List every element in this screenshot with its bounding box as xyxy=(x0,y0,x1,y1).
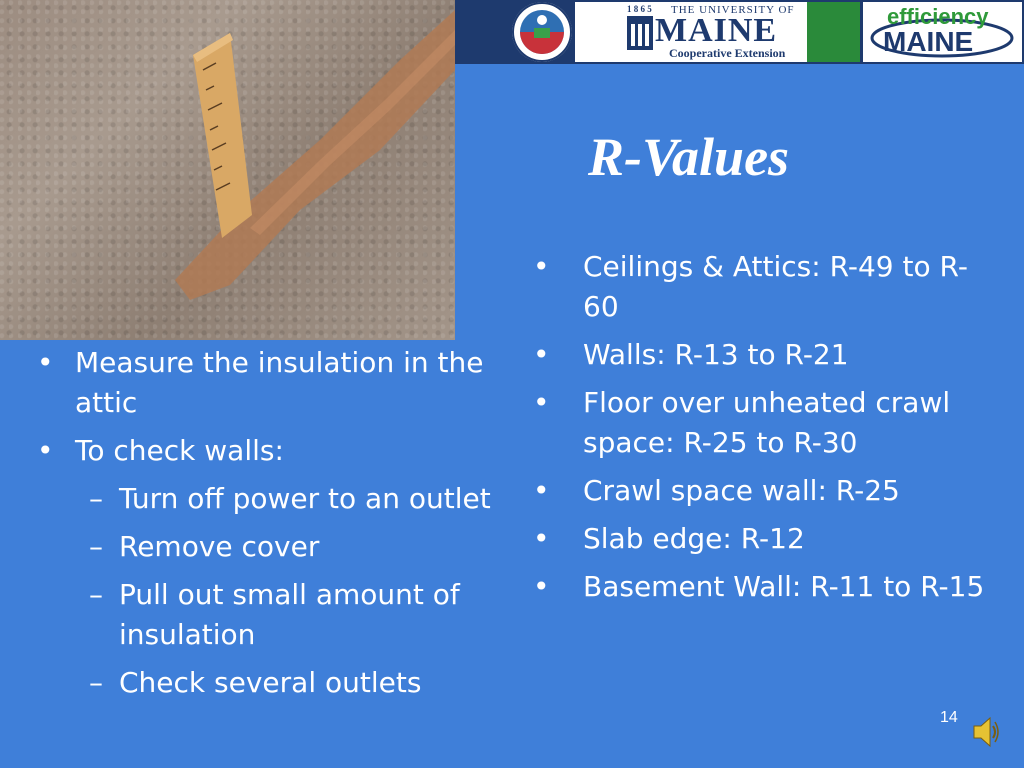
bullet-text: To check walls: xyxy=(75,434,284,467)
left-bullet-list xyxy=(37,343,507,711)
umaine-sub-text: Cooperative Extension xyxy=(669,46,786,60)
list-item xyxy=(533,247,1003,327)
bullet-text: Pull out small amount of insulation xyxy=(119,578,460,651)
list-item xyxy=(533,383,1003,463)
bullet-marker: – xyxy=(89,482,103,515)
speaker-icon[interactable] xyxy=(972,714,1000,754)
university-of-maine-logo xyxy=(575,2,860,62)
recovery-seal-logo xyxy=(512,2,572,62)
bullet-text: Remove cover xyxy=(119,530,320,563)
bullet-text: Measure the insulation in the attic xyxy=(75,346,484,419)
bullet-marker: • xyxy=(533,250,550,283)
bullet-marker: – xyxy=(89,666,103,699)
list-item xyxy=(37,479,507,519)
page-number: 14 xyxy=(940,709,958,726)
list-item xyxy=(533,567,1003,607)
ruler-illustration xyxy=(0,0,455,340)
list-item xyxy=(37,575,507,655)
efficiency-maine-text: MAINE xyxy=(883,26,974,57)
list-item xyxy=(37,527,507,567)
efficiency-text: efficiency xyxy=(887,4,989,29)
slide-title: R-Values xyxy=(588,127,790,187)
bullet-marker: • xyxy=(533,474,550,507)
right-bullet-list xyxy=(533,247,1003,615)
bullet-text: Check several outlets xyxy=(119,666,422,699)
bullet-marker: – xyxy=(89,530,103,563)
bullet-marker: • xyxy=(533,570,550,603)
efficiency-maine-logo xyxy=(863,2,1022,62)
bullet-marker: • xyxy=(37,346,54,379)
bullet-text: Crawl space wall: R-25 xyxy=(583,474,900,507)
umaine-green-band xyxy=(807,2,860,62)
bullet-marker: • xyxy=(533,386,550,419)
bullet-text: Slab edge: R-12 xyxy=(583,522,805,555)
bullet-text: Floor over unheated crawl space: R-25 to R-30 xyxy=(583,386,951,459)
bullet-text: Turn off power to an outlet xyxy=(119,482,491,515)
list-item xyxy=(37,343,507,423)
list-item xyxy=(37,663,507,703)
list-item xyxy=(533,335,1003,375)
umaine-shield-icon xyxy=(627,16,653,50)
attic-insulation-photo xyxy=(0,0,455,340)
umaine-year-text: 1 8 6 5 xyxy=(627,4,652,14)
bullet-marker: • xyxy=(533,522,550,555)
bullet-text: Basement Wall: R-11 to R-15 xyxy=(583,570,985,603)
list-item xyxy=(533,519,1003,559)
bullet-text: Ceilings & Attics: R-49 to R-60 xyxy=(583,250,968,323)
bullet-text: Walls: R-13 to R-21 xyxy=(583,338,849,371)
list-item xyxy=(533,471,1003,511)
bullet-marker: • xyxy=(37,434,54,467)
bullet-marker: • xyxy=(533,338,550,371)
bullet-marker: – xyxy=(89,578,103,611)
umaine-big-text: MAINE xyxy=(655,12,778,49)
list-item xyxy=(37,431,507,471)
umaine-small-text: THE UNIVERSITY OF xyxy=(671,4,795,16)
